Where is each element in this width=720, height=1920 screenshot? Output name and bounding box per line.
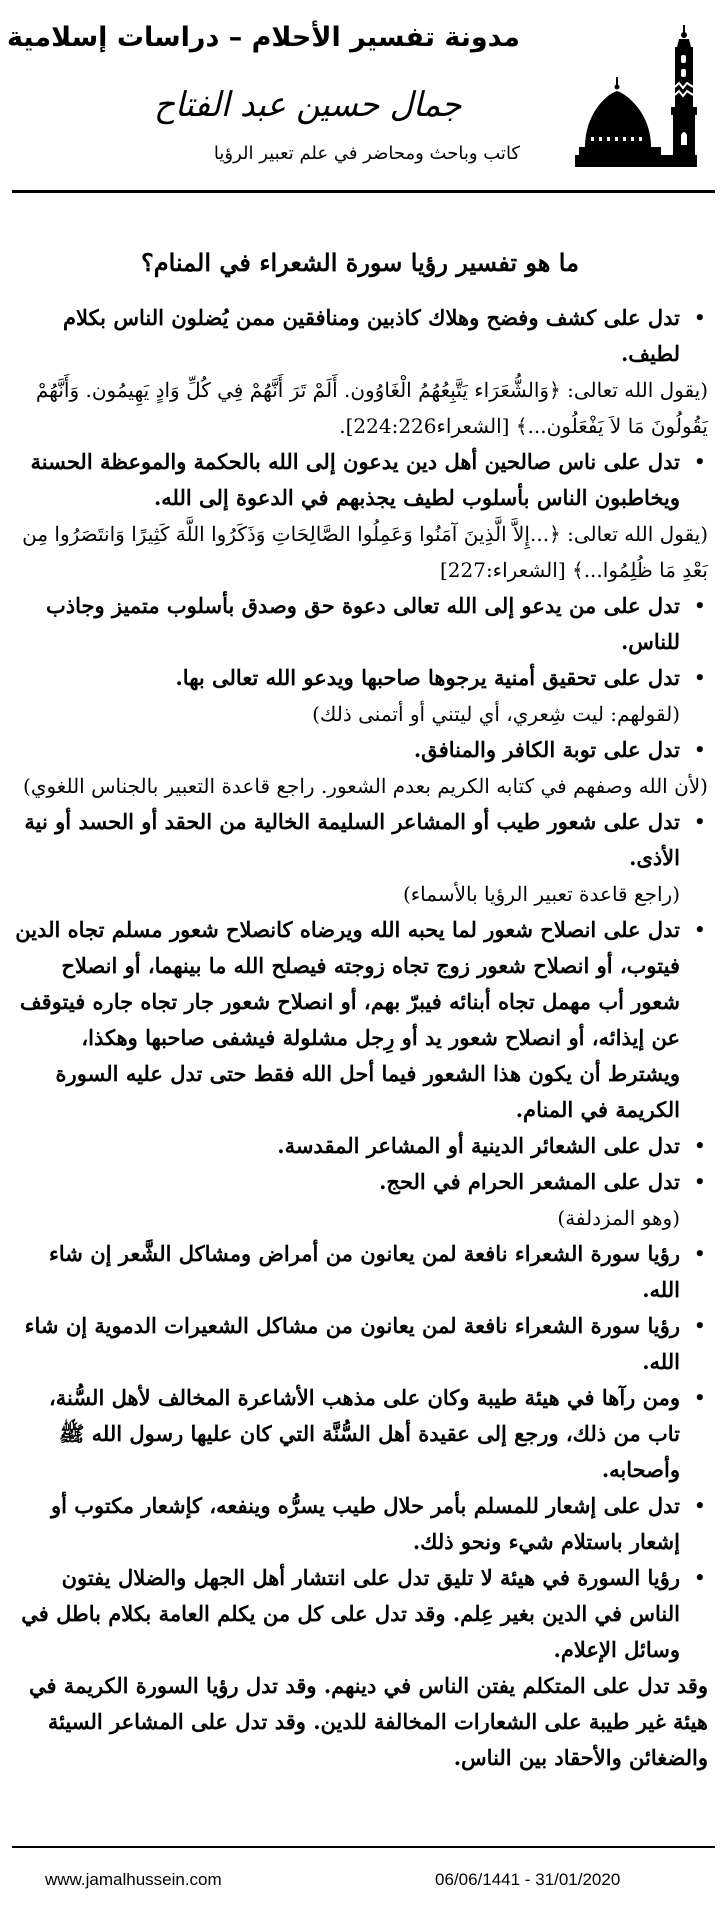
quran-quote: (يقول الله تعالى: ﴿...إِلاَّ الَّذِينَ آمَنُوا وَعَمِلُوا الصَّالِحَاتِ وَذَكَرُوا اللَّهَ كَثِيرًا وَانتَصَرُوا مِن بَعْدِ مَا ظُلِمُوا...﴾ [الشعراء:227] xyxy=(22,522,708,582)
list-item: • تدل على الشعائر الدينية أو المشاعر المقدسة. xyxy=(12,1128,708,1164)
footer-divider xyxy=(12,1846,715,1848)
bullet-icon: • xyxy=(693,1566,706,1590)
item-note: (لقولهم: ليت شِعري، أي ليتني أو أتمنى ذلك) xyxy=(312,702,680,726)
bullet-icon: • xyxy=(693,918,706,942)
bullet-icon: • xyxy=(693,1134,706,1158)
list-item: • تدل على ناس صالحين أهل دين يدعون إلى الله بالحكمة والموعظة الحسنة ويخاطبون الناس بأسلوب لطيف يجذبهم في الدعوة إلى الله. xyxy=(12,444,708,516)
website-link[interactable]: www.jamalhussein.com xyxy=(45,1870,222,1889)
mosque-icon xyxy=(575,25,705,175)
bullet-icon: • xyxy=(693,1170,706,1194)
list-item: • تدل على المشعر الحرام في الحج. xyxy=(12,1164,708,1200)
bullet-icon: • xyxy=(693,666,706,690)
article-body xyxy=(12,300,708,1776)
interpretations-list xyxy=(12,300,708,1668)
list-item: • تدل على من يدعو إلى الله تعالى دعوة حق وصدق بأسلوب متميز وجاذب للناس. xyxy=(12,588,708,660)
list-item: • تدل على توبة الكافر والمنافق. xyxy=(12,732,708,768)
bullet-icon: • xyxy=(693,1242,706,1266)
bullet-icon: • xyxy=(693,594,706,618)
list-item: • تدل على إشعار للمسلم بأمر حلال طيب يسرُّه وينفعه، كإشعار مكتوب أو إشعار باستلام شيء ونحو ذلك. xyxy=(12,1488,708,1560)
bullet-icon: • xyxy=(693,450,706,474)
page-title: ما هو تفسير رؤيا سورة الشعراء في المنام؟ xyxy=(141,248,579,278)
bullet-icon: • xyxy=(693,738,706,762)
bullet-icon: • xyxy=(693,810,706,834)
list-item: • تدل على كشف وفضح وهلاك كاذبين ومنافقين ممن يُضلون الناس بكلام لطيف. xyxy=(12,300,708,372)
publish-date: 06/06/1441 - 31/01/2020 xyxy=(435,1870,621,1889)
list-item: • تدل على تحقيق أمنية يرجوها صاحبها ويدعو الله تعالى بها. xyxy=(12,660,708,696)
closing-paragraph: وقد تدل على المتكلم يفتن الناس في دينهم. وقد تدل رؤيا السورة الكريمة في هيئة غير طيبة على الشعارات المخالفة للدين. وقد تدل على المشاعر السيئة والضغائن والأحقاد بين الناس. xyxy=(28,1673,708,1770)
item-note: (لأن الله وصفهم في كتابه الكريم بعدم الشعور. راجع قاعدة التعبير بالجناس اللغوي) xyxy=(23,774,708,798)
blog-title: مدونة تفسير الأحلام – دراسات إسلامية xyxy=(7,22,520,53)
list-item: • رؤيا سورة الشعراء نافعة لمن يعانون من مشاكل الشعيرات الدموية إن شاء الله. xyxy=(12,1308,708,1380)
quran-quote: (يقول الله تعالى: ﴿وَالشُّعَرَاء يَتَّبِعُهُمُ الْغَاوُون. أَلَمْ تَرَ أَنَّهُمْ فِي كُلِّ وَادٍ يَهِيمُون. وَأَنَّهُمْ يَقُولُونَ مَا لاَ يَفْعَلُون...﴾ [الشعراء224:226]. xyxy=(35,378,708,438)
bullet-icon: • xyxy=(693,1386,706,1410)
item-note: (راجع قاعدة تعبير الرؤيا بالأسماء) xyxy=(402,882,680,906)
author-signature: جمال حسين عبد الفتاح xyxy=(154,85,462,125)
list-item: • ومن رآها في هيئة طيبة وكان على مذهب الأشاعرة المخالف لأهل السُّنة، تاب من ذلك، ورجع إلى عقيدة أهل السُّنَّة التي كان عليها رسول الله ﷺ وأصحابه. xyxy=(12,1380,708,1488)
header-divider xyxy=(12,190,715,193)
item-note: (وهو المزدلفة) xyxy=(557,1206,680,1230)
author-role: كاتب وباحث ومحاضر في علم تعبير الرؤيا xyxy=(213,143,520,164)
bullet-icon: • xyxy=(693,1314,706,1338)
list-item: • رؤيا سورة الشعراء نافعة لمن يعانون من أمراض ومشاكل الشَّعر إن شاء الله. xyxy=(12,1236,708,1308)
page-header xyxy=(0,0,720,195)
list-item: • رؤيا السورة في هيئة لا تليق تدل على انتشار أهل الجهل والضلال يفتون الناس في الدين بغير عِلم. وقد تدل على كل من يكلم العامة بكلام باطل في وسائل الإعلام. xyxy=(12,1560,708,1668)
bullet-icon: • xyxy=(693,306,706,330)
bullet-icon: • xyxy=(693,1494,706,1518)
list-item: • تدل على انصلاح شعور لما يحبه الله ويرضاه كانصلاح شعور مسلم تجاه الدين فيتوب، أو انصلاح شعور زوج تجاه زوجته فيصلح الله ما بينهما، أو انصلاح شعور أب مهمل تجاه أبنائه فيبرّ بهم، أو انصلاح شعور جار تجاه جاره فيتوقف عن إيذائه، أو انصلاح شعور يد أو رِجل مشلولة فيشفى صاحبها وهكذا، ويشترط أن يكون هذا الشعور فيما أحل الله فقط حتى تدل عليه السورة الكريمة في المنام. xyxy=(12,912,708,1128)
list-item: • تدل على شعور طيب أو المشاعر السليمة الخالية من الحقد أو الحسد أو نية الأذى. xyxy=(12,804,708,876)
